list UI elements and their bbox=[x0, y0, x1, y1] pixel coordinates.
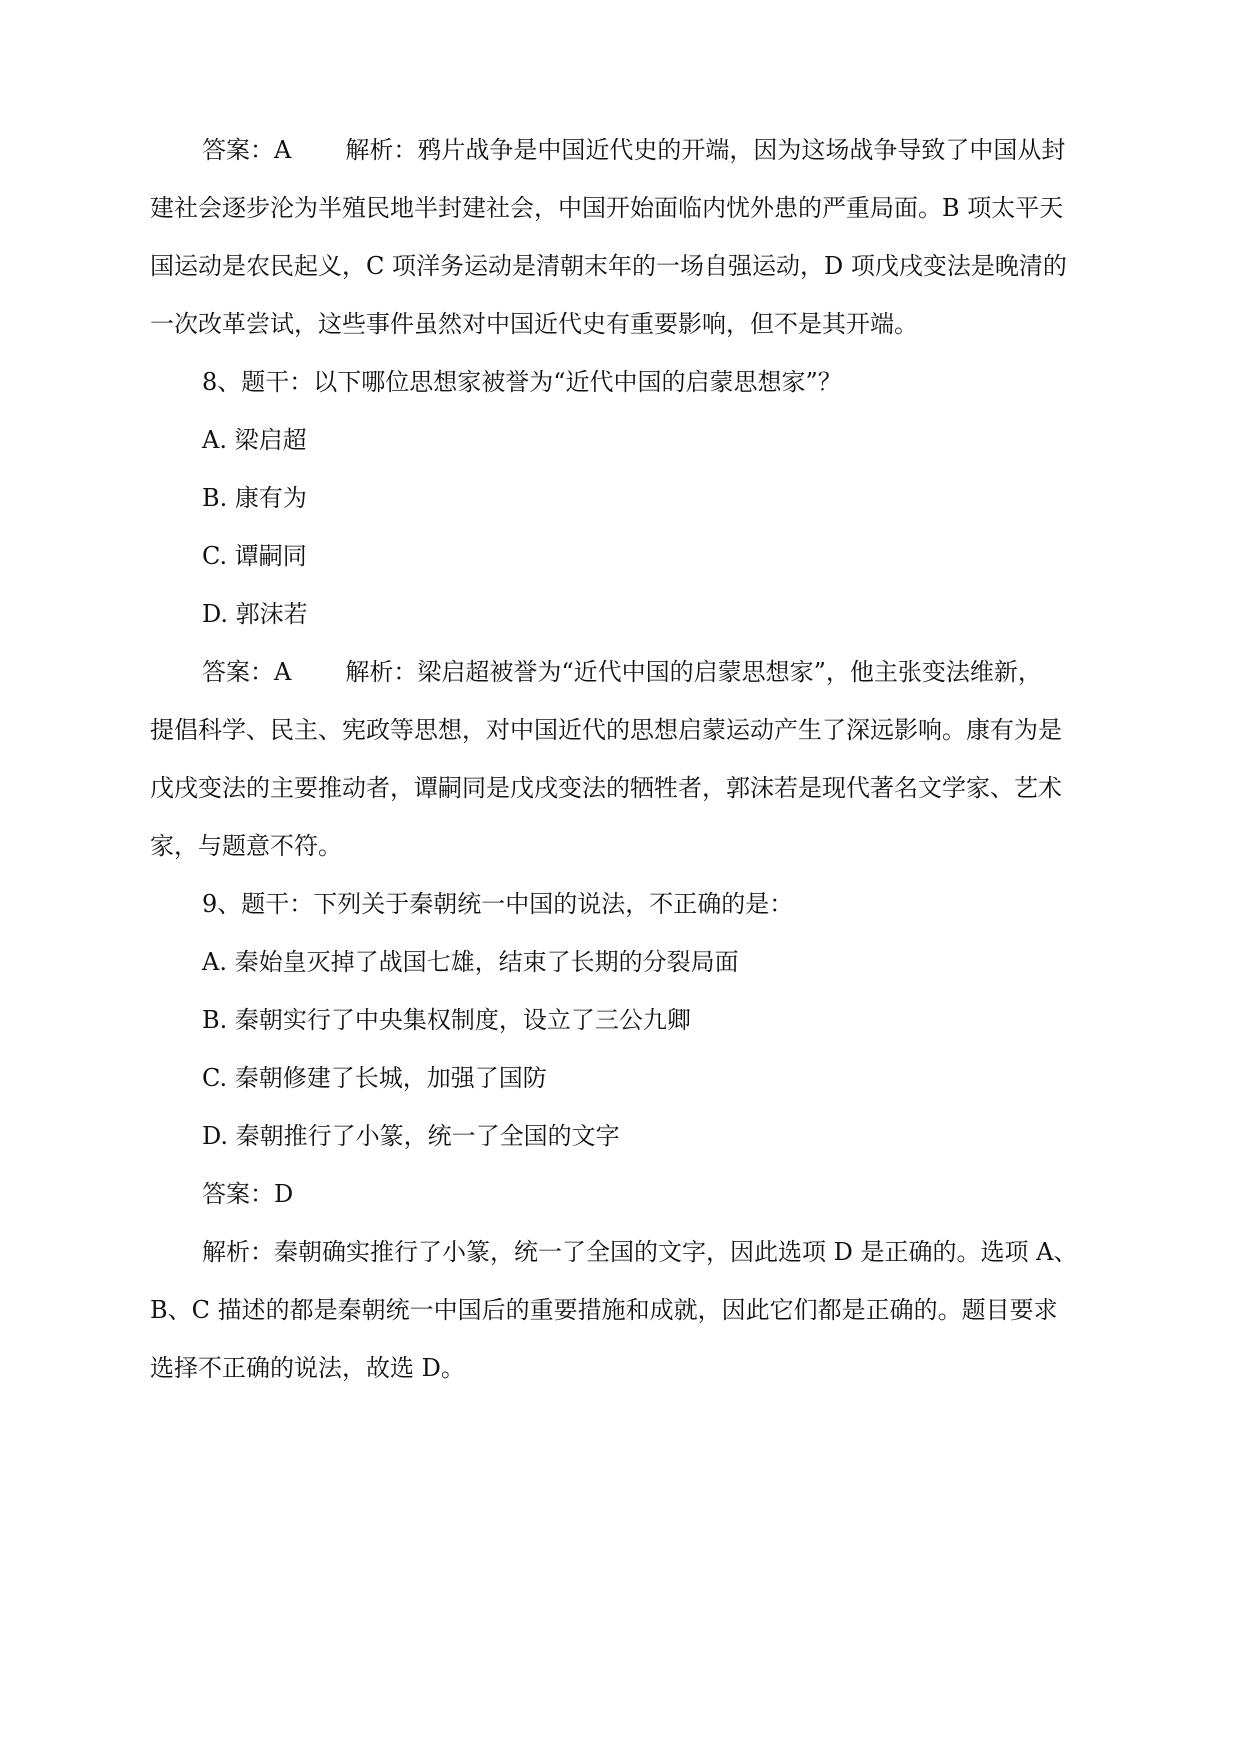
q7-analysis-line-2: 建社会逐步沦为半殖民地半封建社会，中国开始面临内忧外患的严重局面。B 项太平天 bbox=[150, 194, 1064, 222]
q8-analysis-line-1: 解析：梁启超被誉为“近代中国的启蒙思想家”，他主张变法维新， bbox=[345, 658, 1042, 686]
q8-answer-label: 答案：A bbox=[202, 658, 292, 686]
q9-analysis-line-2: B、C 描述的都是秦朝统一中国后的重要措施和成就，因此它们都是正确的。题目要求 bbox=[150, 1296, 1058, 1324]
q7-analysis-line-4: 一次改革尝试，这些事件虽然对中国近代史有重要影响，但不是其开端。 bbox=[150, 310, 918, 338]
q8-answer-line bbox=[202, 656, 1042, 688]
q9-stem: 9、题干：下列关于秦朝统一中国的说法，不正确的是： bbox=[202, 890, 794, 918]
q8-option-a: A. 梁启超 bbox=[202, 426, 307, 454]
q8-option-b: B. 康有为 bbox=[202, 484, 307, 512]
q8-stem: 8、题干：以下哪位思想家被誉为“近代中国的启蒙思想家”？ bbox=[202, 368, 842, 396]
q8-option-d: D. 郭沫若 bbox=[202, 600, 308, 628]
q9-option-c: C. 秦朝修建了长城，加强了国防 bbox=[202, 1064, 547, 1092]
q8-analysis-line-2: 提倡科学、民主、宪政等思想，对中国近代的思想启蒙运动产生了深远影响。康有为是 bbox=[150, 716, 1062, 744]
q9-option-d: D. 秦朝推行了小篆，统一了全国的文字 bbox=[202, 1122, 620, 1150]
q9-answer-label: 答案：D bbox=[202, 1180, 294, 1208]
q8-analysis-line-4: 家，与题意不符。 bbox=[150, 832, 342, 860]
q7-answer-label: 答案：A bbox=[202, 136, 292, 164]
q9-option-b: B. 秦朝实行了中央集权制度，设立了三公九卿 bbox=[202, 1006, 691, 1034]
q9-option-a: A. 秦始皇灭掉了战国七雄，结束了长期的分裂局面 bbox=[202, 948, 739, 976]
q8-option-c: C. 谭嗣同 bbox=[202, 542, 307, 570]
q9-analysis-line-3: 选择不正确的说法，故选 D。 bbox=[150, 1354, 465, 1382]
q7-analysis-line-1: 解析：鸦片战争是中国近代史的开端，因为这场战争导致了中国从封 bbox=[345, 136, 1066, 164]
q7-answer-line bbox=[202, 134, 1065, 166]
q7-analysis-line-3: 国运动是农民起义，C 项洋务运动是清朝末年的一场自强运动，D 项戊戌变法是晚清的 bbox=[150, 252, 1067, 280]
q9-analysis-line-1: 解析：秦朝确实推行了小篆，统一了全国的文字，因此选项 D 是正确的。选项 A、 bbox=[202, 1238, 1078, 1266]
q8-analysis-line-3: 戊戌变法的主要推动者，谭嗣同是戊戌变法的牺牲者，郭沫若是现代著名文学家、艺术 bbox=[150, 774, 1062, 802]
